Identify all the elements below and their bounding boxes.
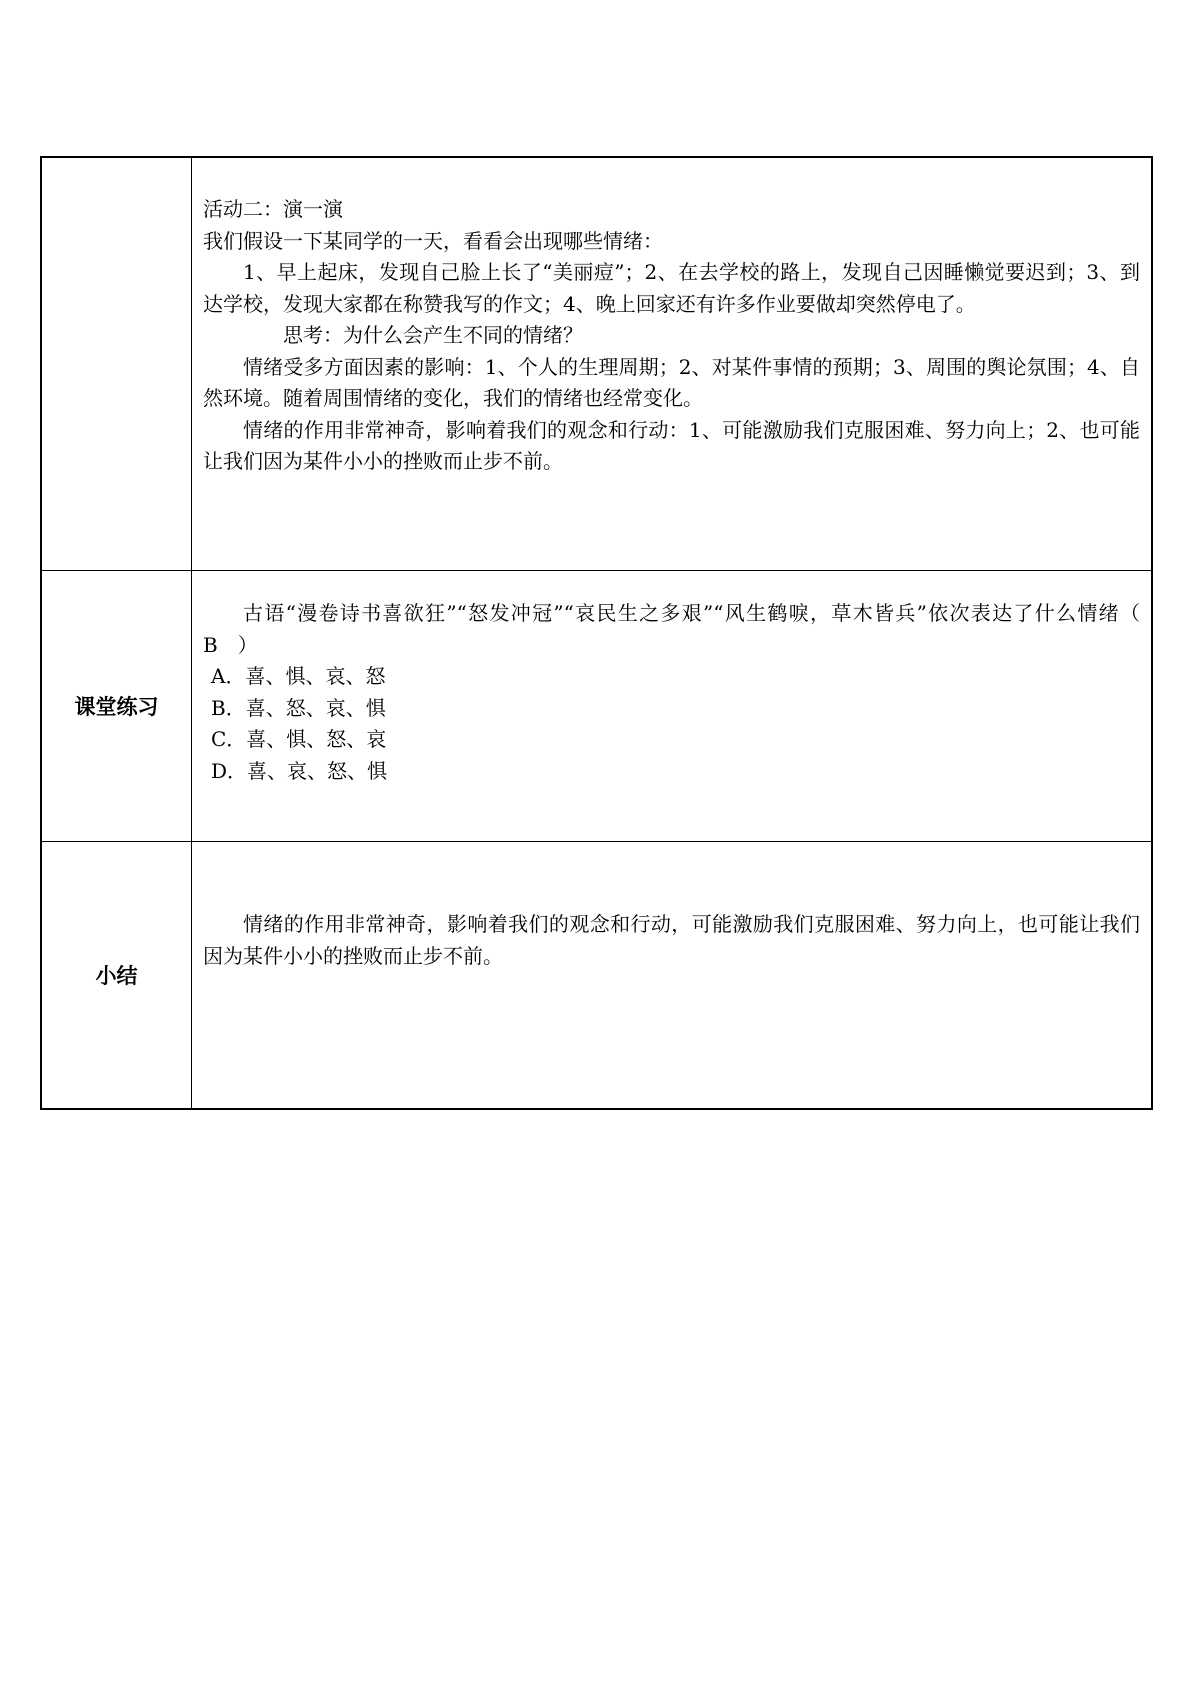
activity-label-cell <box>41 157 192 571</box>
lesson-plan-table <box>40 156 1160 1110</box>
summary-label: 小结 <box>41 842 192 1110</box>
activity-row <box>41 157 1152 571</box>
activity-question: 思考：为什么会产生不同的情绪？ <box>283 323 583 347</box>
summary-content-cell <box>192 842 1153 1110</box>
practice-row <box>41 571 1152 842</box>
activity-effects: 情绪的作用非常神奇，影响着我们的观念和行动：1、可能激励我们克服困难、努力向上；2、也可能让我们因为某件小小的挫败而止步不前。 <box>203 417 1140 473</box>
activity-title: 活动二：演一演 <box>203 197 343 221</box>
activity-content-cell <box>192 157 1153 571</box>
practice-question: 古语“漫卷诗书喜欲狂”“怒发冲冠”“哀民生之多艰”“风生鹤唳，草木皆兵”依次表达了什么情绪（ B ） <box>203 601 1160 657</box>
activity-factors: 情绪受多方面因素的影响：1、个人的生理周期；2、对某件事情的预期；3、周围的舆论氛围；4、自然环境。随着周围情绪的变化，我们的情绪也经常变化。 <box>203 354 1140 410</box>
summary-row <box>41 842 1152 1110</box>
summary-text: 情绪的作用非常神奇，影响着我们的观念和行动，可能激励我们克服困难、努力向上，也可能让我们因为某件小小的挫败而止步不前。 <box>203 912 1140 968</box>
practice-content-cell <box>192 571 1160 842</box>
practice-option-c: C．喜、惧、怒、哀 <box>211 727 387 751</box>
activity-scenarios: 1、早上起床，发现自己脸上长了“美丽痘”；2、在去学校的路上，发现自己因睡懒觉要迟到；3、到达学校，发现大家都在称赞我写的作文；4、晚上回家还有许多作业要做却突然停电了。 <box>203 260 1140 316</box>
practice-option-b: B．喜、怒、哀、惧 <box>211 695 386 720</box>
activity-intro: 我们假设一下某同学的一天，看看会出现哪些情绪： <box>203 228 663 253</box>
practice-option-a: A．喜、惧、哀、怒 <box>211 664 386 688</box>
practice-label: 课堂练习 <box>41 571 192 842</box>
practice-option-d: D．喜、哀、怒、惧 <box>211 758 388 783</box>
